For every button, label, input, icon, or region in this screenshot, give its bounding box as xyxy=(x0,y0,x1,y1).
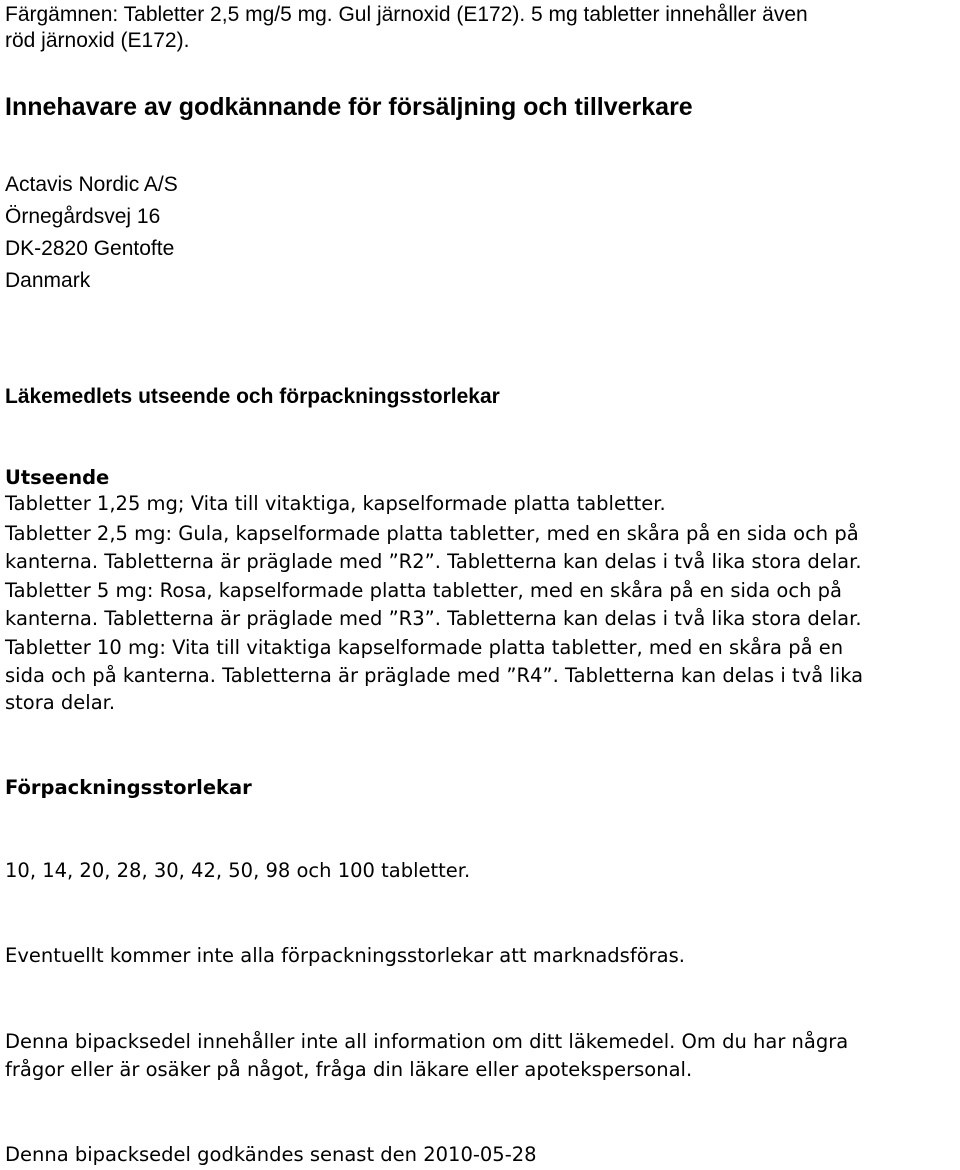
pack-sizes-heading: Förpackningsstorlekar xyxy=(5,776,252,799)
approval-date: Denna bipacksedel godkändes senast den 2010-05-28 xyxy=(5,1143,537,1166)
appearance-heading: Läkemedlets utseende och förpackningsstorlekar xyxy=(5,385,500,408)
address-line-company: Actavis Nordic A/S xyxy=(5,173,178,196)
holder-heading: Innehavare av godkännande för försäljning och tillverkare xyxy=(5,93,693,121)
appearance-line-3: kanterna. Tabletterna är präglade med ”R2”. Tabletterna kan delas i två lika stora delar. xyxy=(5,550,862,573)
appearance-line-5: kanterna. Tabletterna är präglade med ”R3”. Tabletterna kan delas i två lika stora delar. xyxy=(5,607,862,630)
appearance-line-2: Tabletter 2,5 mg: Gula, kapselformade platta tabletter, med en skåra på en sida och på xyxy=(5,522,859,545)
address-line-country: Danmark xyxy=(5,269,91,292)
appearance-line-7: sida och på kanterna. Tabletterna är präglade med ”R4”. Tabletterna kan delas i två lika xyxy=(5,664,864,687)
intro-line-2: röd järnoxid (E172). xyxy=(5,29,190,52)
address-line-street: Örnegårdsvej 16 xyxy=(5,205,161,228)
appearance-line-4: Tabletter 5 mg: Rosa, kapselformade platta tabletter, med en skåra på en sida och på xyxy=(5,579,842,602)
info-line-2: frågor eller är osäker på något, fråga din läkare eller apotekspersonal. xyxy=(5,1058,693,1081)
marketing-note: Eventuellt kommer inte alla förpackningsstorlekar att marknadsföras. xyxy=(5,944,685,967)
appearance-line-8: stora delar. xyxy=(5,691,116,714)
address-line-city: DK-2820 Gentofte xyxy=(5,237,175,260)
appearance-line-6: Tabletter 10 mg: Vita till vitaktiga kapselformade platta tabletter, med en skåra på en xyxy=(5,636,844,659)
info-line-1: Denna bipacksedel innehåller inte all information om ditt läkemedel. Om du har några xyxy=(5,1030,849,1053)
utseende-heading: Utseende xyxy=(5,466,110,489)
intro-line-1: Färgämnen: Tabletter 2,5 mg/5 mg. Gul järnoxid (E172). 5 mg tabletter innehåller även xyxy=(5,3,808,26)
pack-sizes-list: 10, 14, 20, 28, 30, 42, 50, 98 och 100 tabletter. xyxy=(5,859,471,882)
appearance-line-1: Tabletter 1,25 mg; Vita till vitaktiga, kapselformade platta tabletter. xyxy=(5,492,666,515)
